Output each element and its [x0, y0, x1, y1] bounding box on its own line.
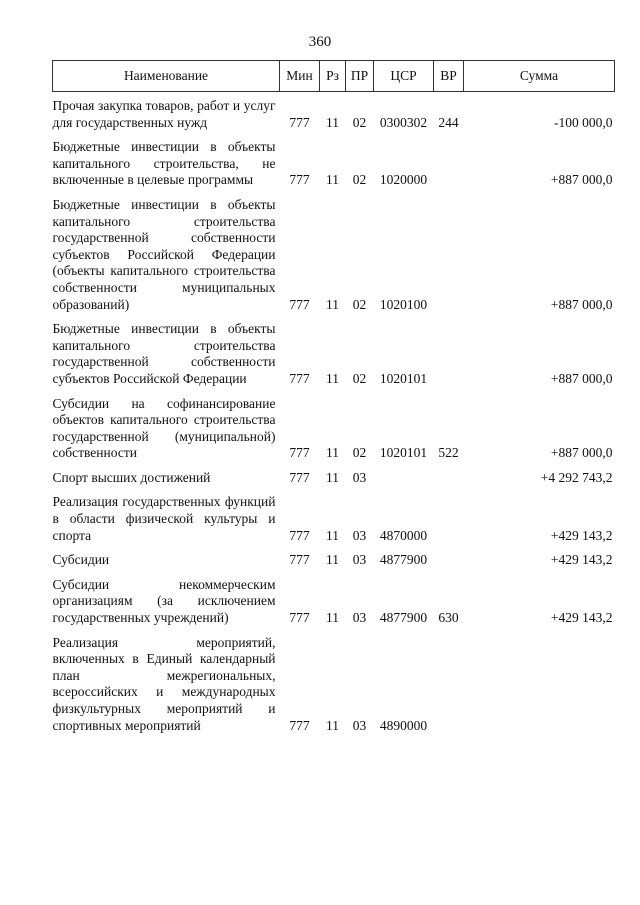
- table-row: [53, 462, 615, 487]
- cell-sum: +887 000,0: [550, 370, 613, 386]
- cell-pr: 02: [352, 114, 367, 130]
- cell-min: 777: [289, 445, 310, 461]
- cell-min: 777: [289, 172, 310, 188]
- cell-pr: 02: [352, 445, 367, 461]
- cell-vr: [434, 462, 464, 487]
- cell-csr: 1020101: [379, 370, 428, 386]
- cell-sum: +887 000,0: [550, 172, 613, 188]
- cell-csr: 1020000: [379, 172, 428, 188]
- cell-rz: 11: [326, 296, 339, 312]
- header-sum: Сумма: [464, 61, 615, 92]
- cell-pr: 03: [352, 527, 367, 543]
- cell-rz: 11: [326, 717, 339, 733]
- cell-csr: 4890000: [379, 717, 428, 733]
- cell-rz: 11: [326, 172, 339, 188]
- cell-vr: [434, 486, 464, 544]
- table-row: [53, 189, 615, 313]
- cell-csr: 4870000: [379, 527, 428, 543]
- cell-pr: 03: [352, 469, 367, 485]
- header-pr: ПР: [346, 61, 374, 92]
- table-row: [53, 486, 615, 544]
- cell-vr: [434, 131, 464, 189]
- cell-vr: 244: [438, 114, 459, 130]
- table-row: [53, 388, 615, 462]
- header-name: Наименование: [53, 61, 280, 92]
- cell-pr: 03: [352, 552, 367, 568]
- cell-sum: +429 143,2: [550, 552, 613, 568]
- cell-vr: [434, 189, 464, 313]
- cell-name: Бюджетные инвестиции в объекты капитального строительства государственной собственности субъектов Российской Федерации: [52, 321, 276, 386]
- cell-name: Реализация государственных функций в области физической культуры и спорта: [52, 494, 276, 543]
- cell-vr: [434, 313, 464, 387]
- cell-vr: [434, 544, 464, 569]
- cell-name: Субсидии: [52, 552, 110, 568]
- cell-name: Субсидии некоммерческим организациям (за исключением государственных учреждений): [52, 576, 276, 626]
- header-min: Мин: [280, 61, 320, 92]
- cell-min: 777: [289, 469, 310, 485]
- cell-rz: 11: [326, 469, 339, 485]
- cell-min: 777: [289, 370, 310, 386]
- cell-rz: 11: [326, 527, 339, 543]
- header-csr: ЦСР: [374, 61, 434, 92]
- cell-sum: +4 292 743,2: [540, 469, 613, 485]
- cell-rz: 11: [326, 610, 339, 626]
- table-row: [53, 569, 615, 627]
- cell-sum: +887 000,0: [550, 445, 613, 461]
- cell-min: 777: [289, 610, 310, 626]
- cell-sum: +429 143,2: [550, 610, 613, 626]
- table-row: [53, 627, 615, 735]
- cell-vr: [434, 627, 464, 735]
- cell-min: 777: [289, 114, 310, 130]
- cell-min: 777: [289, 552, 310, 568]
- table-row: [53, 544, 615, 569]
- cell-name: Бюджетные инвестиции в объекты капитального строительства, не включенные в целевые программы: [52, 139, 276, 188]
- table-row: [53, 92, 615, 132]
- cell-csr: 1020101: [379, 445, 428, 461]
- table-row: [53, 313, 615, 387]
- table-row: [53, 131, 615, 189]
- table-header-row: [53, 61, 615, 92]
- cell-name: Бюджетные инвестиции в объекты капитального строительства государственной собственности субъектов Российской Федерации (объекты капитального строительства собственности муниципальных образований): [52, 196, 276, 312]
- header-rz: Рз: [320, 61, 346, 92]
- cell-name: Реализация мероприятий, включенных в Единый календарный план межрегиональных, всероссийских и международных физкультурных мероприятий и спортивных мероприятий: [52, 634, 276, 733]
- cell-pr: 02: [352, 296, 367, 312]
- cell-pr: 02: [352, 370, 367, 386]
- cell-name: Прочая закупка товаров, работ и услуг для государственных нужд: [52, 98, 276, 130]
- cell-name: Спорт высших достижений: [52, 469, 211, 485]
- cell-rz: 11: [326, 114, 339, 130]
- cell-csr: [374, 462, 434, 487]
- cell-csr: 0300302: [379, 114, 428, 130]
- cell-rz: 11: [326, 552, 339, 568]
- cell-sum: [464, 627, 615, 735]
- cell-csr: 4877900: [379, 552, 428, 568]
- cell-sum: +887 000,0: [550, 296, 613, 312]
- cell-name: Субсидии на софинансирование объектов капитального строительства государственной (муниципальной) собственности: [52, 395, 276, 461]
- cell-vr: 630: [438, 610, 459, 626]
- budget-table: [52, 60, 615, 734]
- cell-min: 777: [289, 296, 310, 312]
- cell-pr: 02: [352, 172, 367, 188]
- cell-rz: 11: [326, 445, 339, 461]
- cell-csr: 4877900: [379, 610, 428, 626]
- cell-sum: +429 143,2: [550, 527, 613, 543]
- header-vr: ВР: [434, 61, 464, 92]
- cell-rz: 11: [326, 370, 339, 386]
- cell-pr: 03: [352, 717, 367, 733]
- page-number: 360: [308, 34, 332, 50]
- cell-sum: -100 000,0: [554, 114, 613, 130]
- cell-min: 777: [289, 717, 310, 733]
- cell-vr: 522: [438, 445, 459, 461]
- cell-min: 777: [289, 527, 310, 543]
- cell-pr: 03: [352, 610, 367, 626]
- cell-csr: 1020100: [379, 296, 428, 312]
